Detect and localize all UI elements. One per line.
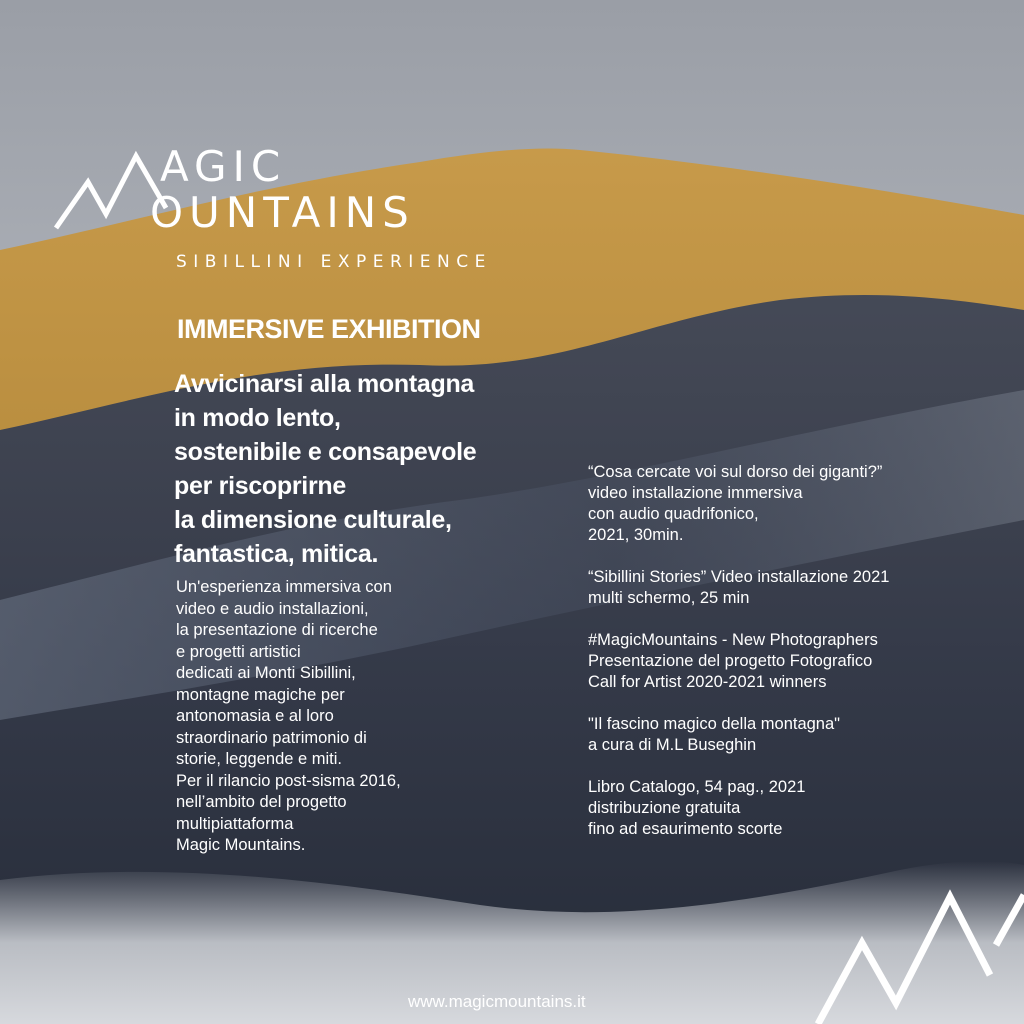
- description-line: Un'esperienza immersiva con: [176, 578, 392, 596]
- program-line: Libro Catalogo, 54 pag., 2021: [588, 778, 806, 796]
- program-line: “Sibillini Stories” Video installazione 2021: [588, 568, 890, 586]
- headline-line: in modo lento,: [174, 404, 341, 432]
- program-line: fino ad esaurimento scorte: [588, 820, 783, 838]
- program-line: 2021, 30min.: [588, 526, 684, 544]
- program-line: a cura di M.L Buseghin: [588, 736, 757, 754]
- description-line: video e audio installazioni,: [176, 599, 369, 618]
- description-line: nell’ambito del progetto: [176, 793, 347, 811]
- logo-wordmark-magic: AGIC: [160, 142, 287, 191]
- mountain-peaks-icon: [800, 885, 1024, 1024]
- headline-line: fantastica, mitica.: [174, 540, 379, 568]
- program-line: “Cosa cercate voi sul dorso dei giganti?”: [588, 463, 883, 481]
- headline-line: Avvicinarsi alla montagna: [174, 370, 475, 398]
- description-line: straordinario patrimonio di: [176, 728, 367, 747]
- program-line: Presentazione del progetto Fotografico: [588, 652, 873, 670]
- description-line: e progetti artistici: [176, 642, 301, 661]
- description-line: multipiattaforma: [176, 814, 294, 833]
- program-line: multi schermo, 25 min: [588, 589, 750, 607]
- headline-line: sostenibile e consapevole: [174, 438, 477, 466]
- logo-subtitle: SIBILLINI EXPERIENCE: [176, 252, 492, 272]
- description-text: [176, 577, 401, 857]
- program-line: con audio quadrifonico,: [588, 505, 759, 523]
- description-line: la presentazione di ricerche: [176, 621, 378, 639]
- description-line: Magic Mountains.: [176, 836, 306, 854]
- program-line: "Il fascino magico della montagna": [588, 715, 841, 733]
- headline-line: per riscoprirne: [174, 472, 346, 500]
- description-line: dedicati ai Monti Sibillini,: [176, 664, 356, 682]
- headline-line: la dimensione culturale,: [174, 506, 452, 534]
- program-item-video-installation: [588, 462, 889, 546]
- program-item-fascino-magico: [588, 714, 889, 756]
- program-line: distribuzione gratuita: [588, 799, 741, 817]
- exhibition-kicker: IMMERSIVE EXHIBITION: [177, 314, 481, 344]
- program-item-new-photographers: [588, 630, 889, 693]
- program-item-catalogue: [588, 777, 889, 840]
- description-line: antonomasia e al loro: [176, 707, 334, 725]
- program-list: [588, 462, 889, 861]
- description-line: Per il rilancio post-sisma 2016,: [176, 771, 401, 790]
- program-line: Call for Artist 2020-2021 winners: [588, 673, 827, 691]
- program-line: #MagicMountains - New Photographers: [588, 631, 878, 649]
- website-link[interactable]: www.magicmountains.it: [408, 992, 586, 1011]
- logo-wordmark-mountains: OUNTAINS: [150, 188, 415, 237]
- headline: [174, 367, 476, 571]
- description-line: montagne magiche per: [176, 685, 345, 704]
- program-item-sibillini-stories: [588, 567, 889, 609]
- program-line: video installazione immersiva: [588, 484, 803, 502]
- description-line: storie, leggende e miti.: [176, 750, 343, 768]
